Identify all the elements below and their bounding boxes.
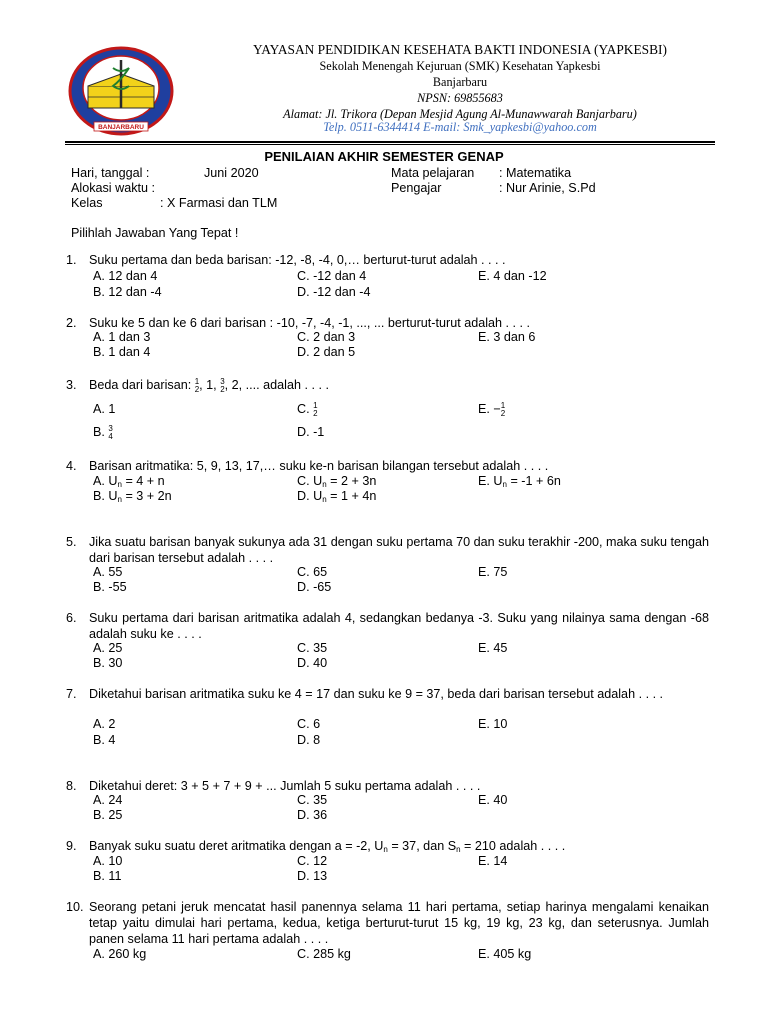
question-text: Diketahui barisan aritmatika suku ke 4 = 17 dan suku ke 9 = 37, beda dari barisan tersebut adalah . . . .	[89, 687, 664, 701]
question-number: 8.	[66, 779, 77, 793]
option-e[interactable]: E. − 1 2	[478, 400, 506, 418]
option-e[interactable]: E. 10	[478, 717, 508, 731]
option-c[interactable]: C. $U_n = 2 + 3n$	[297, 474, 377, 489]
option-b[interactable]: B. 11	[93, 869, 122, 883]
question-number: 1.	[66, 253, 77, 267]
question-number: 2.	[66, 316, 77, 330]
option-a[interactable]: A. 55	[93, 565, 123, 579]
option-b[interactable]: B. -55	[93, 580, 127, 594]
option-b[interactable]: B. 25	[93, 808, 123, 822]
instruction: Pilihlah Jawaban Yang Tepat !	[71, 226, 239, 240]
svg-text:BANJARBARU: BANJARBARU	[98, 124, 144, 131]
question-text: Barisan aritmatika: 5, 9, 13, 17,… suku ke-n barisan bilangan tersebut adalah . . . .	[89, 459, 549, 473]
option-b[interactable]: B. 1 dan 4	[93, 345, 151, 359]
option-d[interactable]: D. 2 dan 5	[297, 345, 356, 359]
option-c[interactable]: C. 35	[297, 793, 328, 807]
option-a[interactable]: A. $U_n = 4 + n$	[93, 474, 165, 489]
option-b[interactable]: B. 12 dan -4	[93, 285, 162, 299]
foundation-name: YAYASAN PENDIDIKAN KESEHATA BAKTI INDONESIA (YAPKESBI)	[253, 42, 667, 57]
kelas-label: Kelas	[71, 196, 103, 210]
option-e[interactable]: E. 40	[478, 793, 508, 807]
option-e[interactable]: E. 3 dan 6	[478, 330, 536, 344]
option-a[interactable]: A. 12 dan 4	[93, 269, 158, 283]
mapel-label: Mata pelajaran	[391, 166, 475, 180]
option-d[interactable]: D. -1	[297, 425, 325, 439]
option-b[interactable]: B. $U_n = 3 + 2n$	[93, 489, 172, 504]
fraction-three-halves: 3 2	[220, 376, 225, 394]
question-text: Jika suatu barisan banyak sukunya ada 31 dengan suku pertama 70 dan suku terakhir -200, maka suku tengah dari barisan tersebut adalah . . . .	[89, 535, 709, 565]
question-text: Diketahui deret: 3 + 5 + 7 + 9 + ... Jumlah 5 suku pertama adalah . . . .	[89, 779, 481, 793]
question-text: Banyak suku suatu deret aritmatika dengan a = -2, $U_n = 37$, dan $S_n = 210$ adalah . . . .	[89, 839, 566, 854]
exam-title: PENILAIAN AKHIR SEMESTER GENAP	[264, 149, 504, 164]
question-text: Suku pertama dan beda barisan: -12, -8, -4, 0,… berturut-turut adalah . . . .	[89, 253, 506, 267]
question-text: Suku pertama dari barisan aritmatika adalah 4, sedangkan bedanya -3. Suku yang nilainya sama dengan -68 adalah suku ke . . . .	[89, 611, 709, 641]
option-a[interactable]: A. 260 kg	[93, 947, 147, 961]
option-d[interactable]: D. $U_n = 1 + 4n$	[297, 489, 377, 504]
question-number: 10.	[66, 900, 84, 914]
option-e[interactable]: E. 14	[478, 854, 508, 868]
option-d[interactable]: D. 13	[297, 869, 328, 883]
option-c[interactable]: C. 2 dan 3	[297, 330, 356, 344]
option-b[interactable]: B. 30	[93, 656, 123, 670]
fraction-one-half: 1 2	[194, 376, 200, 394]
option-b[interactable]: B. 4	[93, 733, 116, 747]
question-text: Beda dari barisan: 1 2 , 1, 3 2 , 2, .... adalah . . . .	[89, 376, 329, 394]
pengajar-value: : Nur Arinie, S.Pd	[499, 181, 596, 195]
option-c[interactable]: C. 6	[297, 717, 321, 731]
school-contact: Telp. 0511-6344414 E-mail: Smk_yapkesbi@yahoo.com	[323, 120, 597, 134]
question-text: Suku ke 5 dan ke 6 dari barisan : -10, -7, -4, -1, ..., ... berturut-turut adalah . . . .	[89, 316, 531, 330]
header-divider-thin	[65, 144, 715, 145]
school-address: Alamat: Jl. Trikora (Depan Mesjid Agung Al-Munawwarah Banjarbaru)	[283, 107, 637, 121]
option-d[interactable]: D. -12 dan -4	[297, 285, 371, 299]
option-d[interactable]: D. 36	[297, 808, 328, 822]
option-e[interactable]: E. 4 dan -12	[478, 269, 547, 283]
question-number: 4.	[66, 459, 77, 473]
question-number: 5.	[66, 535, 77, 549]
mapel-value: : Matematika	[499, 166, 572, 180]
school-name: Sekolah Menengah Kejuruan (SMK) Kesehatan Yapkesbi	[319, 59, 601, 73]
question-number: 7.	[66, 687, 77, 701]
question-number: 3.	[66, 378, 77, 392]
question-text: Seorang petani jeruk mencatat hasil panennya selama 11 hari pertama, setiap harinya mengalami kenaikan tetap yaitu dimulai hari pertama, kedua, ketiga berturut-turut 15 kg, 19 kg, 23 kg, dan seterusnya. Jumlah panen selama 11 hari pertama adalah . . . .	[89, 900, 709, 946]
option-c[interactable]: C. 1 2	[297, 400, 318, 418]
school-logo	[68, 46, 174, 136]
option-c[interactable]: C. 12	[297, 854, 328, 868]
question-number: 9.	[66, 839, 77, 853]
option-d[interactable]: D. -65	[297, 580, 332, 594]
option-c[interactable]: C. 285 kg	[297, 947, 351, 961]
option-a[interactable]: A. 10	[93, 854, 123, 868]
option-d[interactable]: D. 40	[297, 656, 328, 670]
option-c[interactable]: C. -12 dan 4	[297, 269, 367, 283]
option-c[interactable]: C. 65	[297, 565, 328, 579]
option-e[interactable]: E. $U_n = -1 + 6n$	[478, 474, 561, 489]
option-a[interactable]: A. 25	[93, 641, 123, 655]
kelas-value: : X Farmasi dan TLM	[160, 196, 278, 210]
option-e[interactable]: E. 45	[478, 641, 508, 655]
option-b[interactable]: B. 3 4	[93, 423, 113, 441]
option-e[interactable]: E. 75	[478, 565, 508, 579]
header-divider	[65, 141, 715, 143]
question-number: 6.	[66, 611, 77, 625]
school-city: Banjarbaru	[432, 75, 488, 89]
school-npsn: NPSN: 69855683	[417, 91, 503, 105]
option-a[interactable]: A. 1	[93, 402, 116, 416]
option-e[interactable]: E. 405 kg	[478, 947, 532, 961]
option-a[interactable]: A. 1 dan 3	[93, 330, 151, 344]
option-a[interactable]: A. 2	[93, 717, 116, 731]
hari-value: Juni 2020	[204, 166, 259, 180]
option-a[interactable]: A. 24	[93, 793, 123, 807]
alokasi-label: Alokasi waktu :	[71, 181, 155, 195]
option-c[interactable]: C. 35	[297, 641, 328, 655]
pengajar-label: Pengajar	[391, 181, 442, 195]
option-d[interactable]: D. 8	[297, 733, 321, 747]
hari-label: Hari, tanggal :	[71, 166, 150, 180]
